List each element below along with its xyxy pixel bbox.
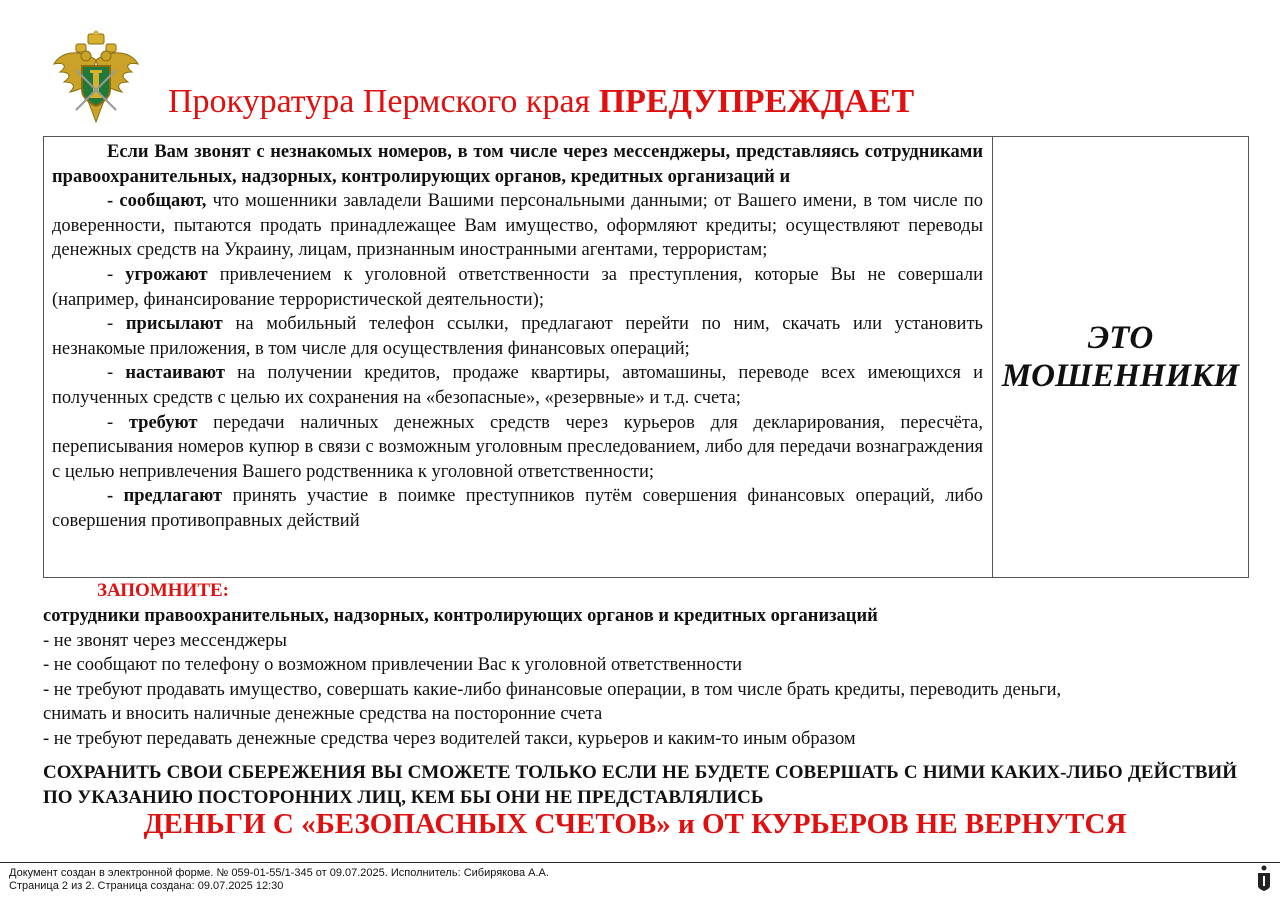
warning-item xyxy=(52,361,983,410)
remember-block xyxy=(43,604,1243,752)
warning-item xyxy=(52,484,983,533)
item-text: что мошенники завладели Вашими персональными данными; от Вашего имени, в том числе по доверенности, пытаются продать принадлежащее Вам имущество, оформляют кредиты; осуществляют переводы денежных средств на Украину, лицам, признанным иностранными агентами, террористам; xyxy=(52,191,983,261)
item-text: принять участие в поимке преступников путём совершения финансовых операций, либо совершения противоправных действий xyxy=(52,486,983,531)
footer-line-2: Страница 2 из 2. Страница создана: 09.07.2025 12:30 xyxy=(9,879,284,892)
item-verb: угрожают xyxy=(125,264,208,285)
item-prefix: - xyxy=(107,486,124,507)
warning-item xyxy=(52,263,983,312)
money-warning: ДЕНЬГИ С «БЕЗОПАСНЫХ СЧЕТОВ» и ОТ КУРЬЕРОВ НЕ ВЕРНУТСЯ xyxy=(143,808,1127,840)
remember-heading: ЗАПОМНИТЕ: xyxy=(97,580,229,601)
remember-line: - не сообщают по телефону о возможном привлечении Вас к уголовной ответственности xyxy=(43,655,743,676)
warning-item xyxy=(52,411,983,485)
item-verb: сообщают, xyxy=(119,191,207,212)
item-text: передачи наличных денежных средств через курьеров для декларирования, пересчёта, переписывания номеров купюр в связи с возможным уголовным преследованием, либо для передачи вознаграждения с целью непривлечения Вашего родственника к уголовной ответственности; xyxy=(52,412,983,482)
warning-item xyxy=(52,312,983,361)
warning-table xyxy=(43,136,1249,578)
savings-warning: СОХРАНИТЬ СВОИ СБЕРЕЖЕНИЯ ВЫ СМОЖЕТЕ ТОЛЬКО ЕСЛИ НЕ БУДЕТЕ СОВЕРШАТЬ С НИМИ КАКИХ-ЛИБО ДЕЙСТВИЙ ПО УКАЗАНИЮ ПОСТОРОННИХ ЛИЦ, КЕМ БЫ ОНИ НЕ ПРЕДСТАВЛЯЛИСЬ xyxy=(43,762,1237,808)
prosecutor-emblem-icon xyxy=(50,30,142,130)
footer-line-1: Документ создан в электронной форме. № 059-01-55/1-345 от 09.07.2025. Исполнитель: Сибирякова А.А. xyxy=(9,867,549,879)
item-prefix: - xyxy=(107,412,129,433)
item-text: на получении кредитов, продаже квартиры, автомашины, переводе всех имеющихся и полученных средств с целью их сохранения на «безопасные», «резервные» и т.д. счета; xyxy=(52,363,983,408)
item-verb: настаивают xyxy=(125,363,225,384)
warning-item xyxy=(52,189,983,263)
warning-text-cell xyxy=(44,137,993,577)
verdict-line-1: ЭТО xyxy=(1087,320,1154,356)
item-prefix: - xyxy=(107,264,126,285)
footer-divider xyxy=(0,862,1280,863)
item-verb: присылают xyxy=(125,314,223,335)
verdict-cell xyxy=(993,137,1248,577)
item-verb: предлагают xyxy=(123,486,223,507)
page-title xyxy=(168,80,914,124)
item-verb: требуют xyxy=(128,412,198,433)
remember-line: - не требуют продавать имущество, совершать какие-либо финансовые операции, в том числе брать кредиты, переводить деньги, xyxy=(43,679,1062,700)
verdict-line-2: МОШЕННИКИ xyxy=(1001,358,1240,394)
item-text: на мобильный телефон ссылки, предлагают перейти по ним, скачать или установить незнакомые приложения, в том числе для осуществления финансовых операций; xyxy=(52,314,983,359)
fraud-verdict xyxy=(1002,319,1239,395)
footer-emblem-icon xyxy=(1256,864,1272,892)
remember-line: снимать и вносить наличные денежные средства на посторонние счета xyxy=(43,704,603,725)
warning-intro xyxy=(52,140,983,189)
title-bold: ПРЕДУПРЕЖДАЕТ xyxy=(598,83,915,120)
remember-line: - не требуют передавать денежные средства через водителей такси, курьеров и каким-то иным образом xyxy=(43,728,856,749)
item-prefix: - xyxy=(107,191,120,212)
item-prefix: - xyxy=(107,363,126,384)
item-text: привлечением к уголовной ответственности за преступления, которые Вы не совершали (например, финансирование террористической деятельности); xyxy=(52,264,983,310)
item-prefix: - xyxy=(107,314,126,335)
title-regular: Прокуратура Пермского края xyxy=(168,83,599,120)
remember-subject: сотрудники правоохранительных, надзорных, контролирующих органов и кредитных организаций xyxy=(43,606,878,626)
document-footer xyxy=(9,867,549,892)
remember-line: - не звонят через мессенджеры xyxy=(43,630,287,651)
warning-intro-text: Если Вам звонят с незнакомых номеров, в том числе через мессенджеры, представляясь сотрудниками правоохранительных, надзорных, контролирующих органов, кредитных организаций и xyxy=(52,142,983,187)
